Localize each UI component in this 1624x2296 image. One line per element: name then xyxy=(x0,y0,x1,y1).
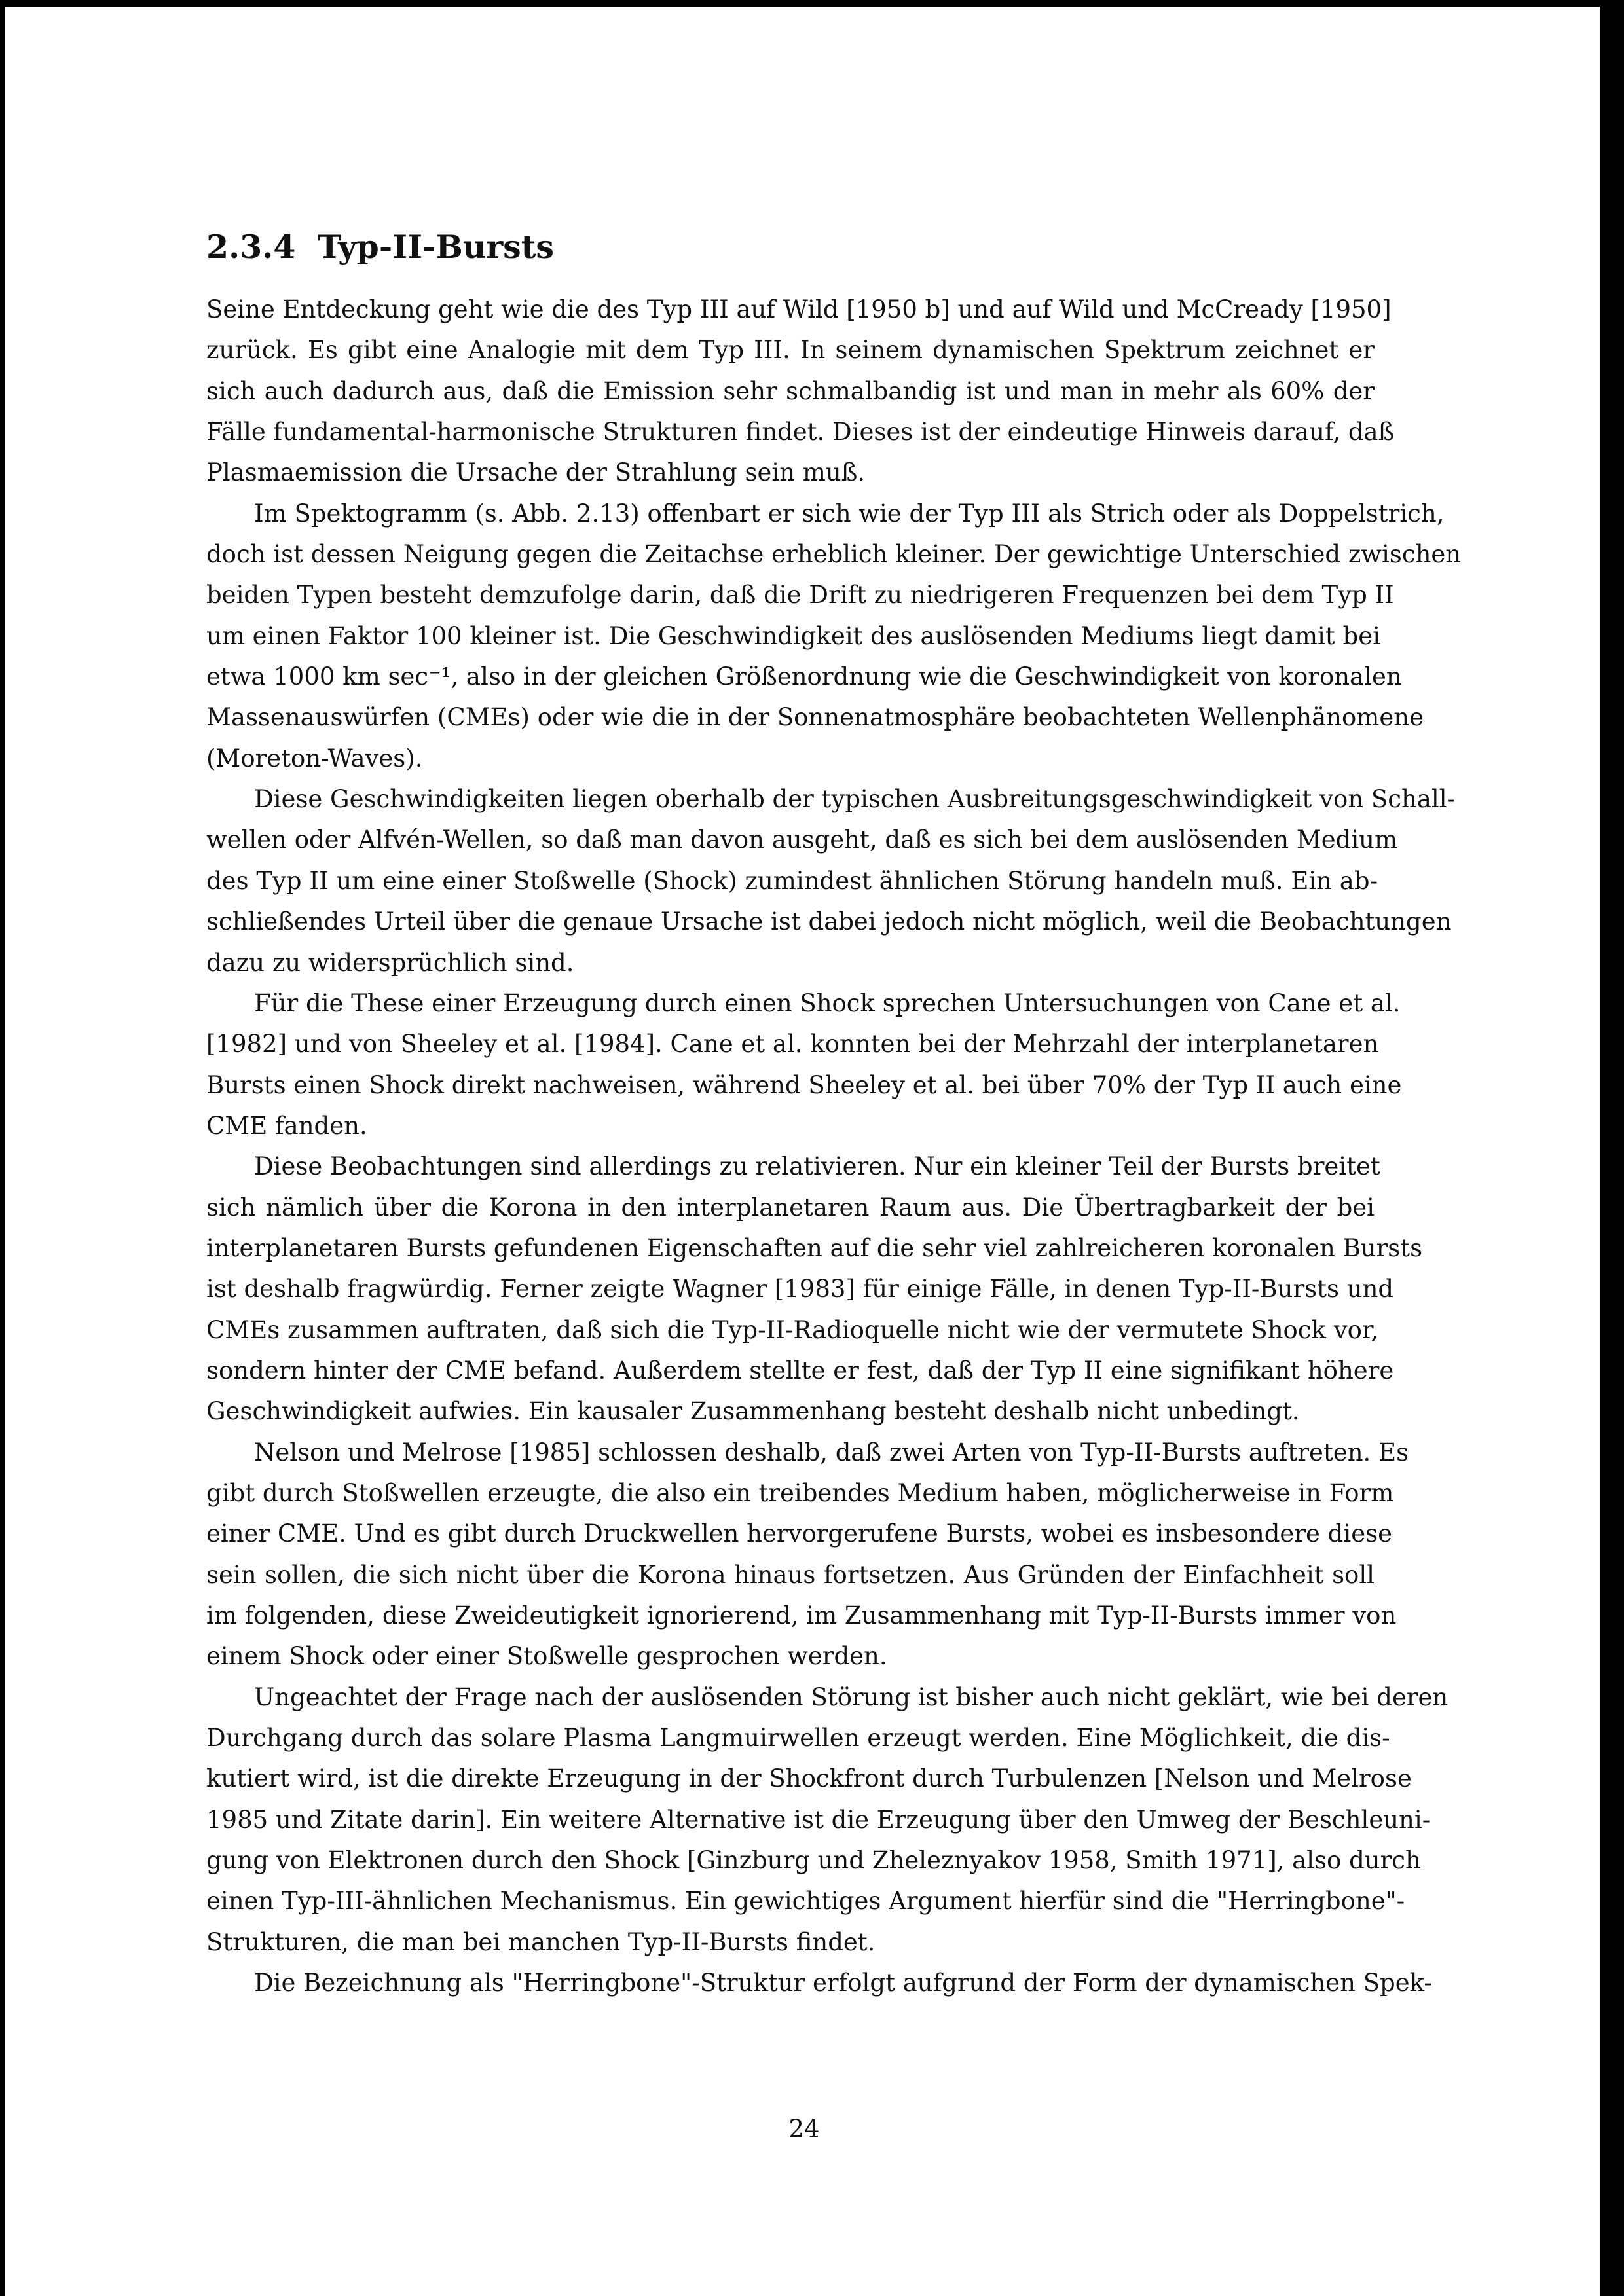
section-title: Typ-II-Bursts xyxy=(318,228,554,266)
text-line: sondern hinter der CME befand. Außerdem stellte er fest, daß der Typ II eine signifikant höhere xyxy=(206,1356,1394,1385)
text-line: einen Typ-III-ähnlichen Mechanismus. Ein gewichtiges Argument hierfür sind die "Herringbone"- xyxy=(206,1887,1405,1916)
text-line: (Moreton-Waves). xyxy=(206,744,423,773)
text-line: ist deshalb fragwürdig. Ferner zeigte Wagner [1983] für einige Fälle, in denen Typ-II-Bursts und xyxy=(206,1275,1394,1303)
text-line: Diese Geschwindigkeiten liegen oberhalb der typischen Ausbreitungsgeschwindigkeit von Schall- xyxy=(254,785,1456,814)
text-line: schließendes Urteil über die genaue Ursache ist dabei jedoch nicht möglich, weil die Beobachtungen xyxy=(206,907,1452,936)
text-line: etwa 1000 km sec⁻¹, also in der gleichen Größenordnung wie die Geschwindigkeit von koronalen xyxy=(206,663,1402,691)
text-line: Plasmaemission die Ursache der Strahlung sein muß. xyxy=(206,458,866,487)
text-line: Durchgang durch das solare Plasma Langmuirwellen erzeugt werden. Eine Möglichkeit, die dis- xyxy=(206,1724,1390,1753)
text-line: Strukturen, die man bei manchen Typ-II-Bursts findet. xyxy=(206,1927,876,1956)
text-line: doch ist dessen Neigung gegen die Zeitachse erheblich kleiner. Der gewichtige Unterschied zwischen xyxy=(206,540,1462,569)
document-page xyxy=(5,7,1600,2296)
text-line: Bursts einen Shock direkt nachweisen, während Sheeley et al. bei über 70% der Typ II auch eine xyxy=(206,1070,1402,1099)
text-line: beiden Typen besteht demzufolge darin, daß die Drift zu niedrigeren Frequenzen bei dem Typ II xyxy=(206,581,1394,610)
text-line: CMEs zusammen auftraten, daß sich die Typ-II-Radioquelle nicht wie der vermutete Shock vor, xyxy=(206,1315,1379,1344)
text-line: gung von Elektronen durch den Shock [Ginzburg und Zheleznyakov 1958, Smith 1971], also durch xyxy=(206,1846,1421,1875)
text-line: dazu zu widersprüchlich sind. xyxy=(206,948,574,977)
text-line: Nelson und Melrose [1985] schlossen deshalb, daß zwei Arten von Typ-II-Bursts auftreten. Es xyxy=(254,1438,1409,1467)
text-line: sich nämlich über die Korona in den interplanetaren Raum aus. Die Übertragbarkeit der bei xyxy=(206,1193,1375,1222)
text-line: kutiert wird, ist die direkte Erzeugung in der Shockfront durch Turbulenzen [Nelson und Melrose xyxy=(206,1764,1412,1793)
text-line: des Typ II um eine einer Stoßwelle (Shock) zumindest ähnlichen Störung handeln muß. Ein ab- xyxy=(206,866,1378,895)
section-heading xyxy=(206,228,554,266)
text-line: einem Shock oder einer Stoßwelle gesprochen werden. xyxy=(206,1642,887,1671)
text-line: wellen oder Alfvén-Wellen, so daß man davon ausgeht, daß es sich bei dem auslösenden Medium xyxy=(206,826,1398,854)
text-line: im folgenden, diese Zweideutigkeit ignorierend, im Zusammenhang mit Typ-II-Bursts immer von xyxy=(206,1601,1397,1630)
text-line: um einen Faktor 100 kleiner ist. Die Geschwindigkeit des auslösenden Mediums liegt damit bei xyxy=(206,621,1380,650)
text-line: Ungeachtet der Frage nach der auslösenden Störung ist bisher auch nicht geklärt, wie bei deren xyxy=(254,1683,1449,1711)
section-number: 2.3.4 xyxy=(206,228,296,266)
text-line: Massenauswürfen (CMEs) oder wie die in der Sonnenatmosphäre beobachteten Wellenphänomene xyxy=(206,703,1424,732)
body-text xyxy=(206,289,1462,2003)
text-line: Für die These einer Erzeugung durch einen Shock sprechen Untersuchungen von Cane et al. xyxy=(254,989,1401,1017)
text-line: 1985 und Zitate darin]. Ein weitere Alternative ist die Erzeugung über den Umweg der Beschleuni- xyxy=(206,1805,1431,1834)
text-line: Fälle fundamental-harmonische Strukturen findet. Dieses ist der eindeutige Hinweis darauf, daß xyxy=(206,418,1395,446)
text-line: [1982] und von Sheeley et al. [1984]. Cane et al. konnten bei der Mehrzahl der interplanetaren xyxy=(206,1030,1379,1059)
text-line: Seine Entdeckung geht wie die des Typ III auf Wild [1950 b] und auf Wild und McCready [1950] xyxy=(206,295,1392,323)
text-line: Im Spektogramm (s. Abb. 2.13) offenbart er sich wie der Typ III als Strich oder als Doppelstrich, xyxy=(254,499,1445,528)
text-line: sich auch dadurch aus, daß die Emission sehr schmalbandig ist und man in mehr als 60% der xyxy=(206,376,1375,405)
text-line: CME fanden. xyxy=(206,1111,367,1140)
text-line: Die Bezeichnung als "Herringbone"-Struktur erfolgt aufgrund der Form der dynamischen Spek- xyxy=(254,1969,1432,1997)
text-line: gibt durch Stoßwellen erzeugte, die also ein treibendes Medium haben, möglicherweise in Form xyxy=(206,1478,1394,1507)
text-line: sein sollen, die sich nicht über die Korona hinaus fortsetzen. Aus Gründen der Einfachheit soll xyxy=(206,1560,1375,1589)
text-line: einer CME. Und es gibt durch Druckwellen hervorgerufene Bursts, wobei es insbesondere diese xyxy=(206,1520,1392,1548)
text-line: interplanetaren Bursts gefundenen Eigenschaften auf die sehr viel zahlreicheren koronalen Bursts xyxy=(206,1233,1423,1262)
page-number: 24 xyxy=(788,2115,820,2143)
text-line: Geschwindigkeit aufwies. Ein kausaler Zusammenhang besteht deshalb nicht unbedingt. xyxy=(206,1397,1300,1426)
text-line: Diese Beobachtungen sind allerdings zu relativieren. Nur ein kleiner Teil der Bursts breitet xyxy=(254,1152,1380,1181)
text-line: zurück. Es gibt eine Analogie mit dem Typ III. In seinem dynamischen Spektrum zeichnet er xyxy=(206,336,1375,365)
